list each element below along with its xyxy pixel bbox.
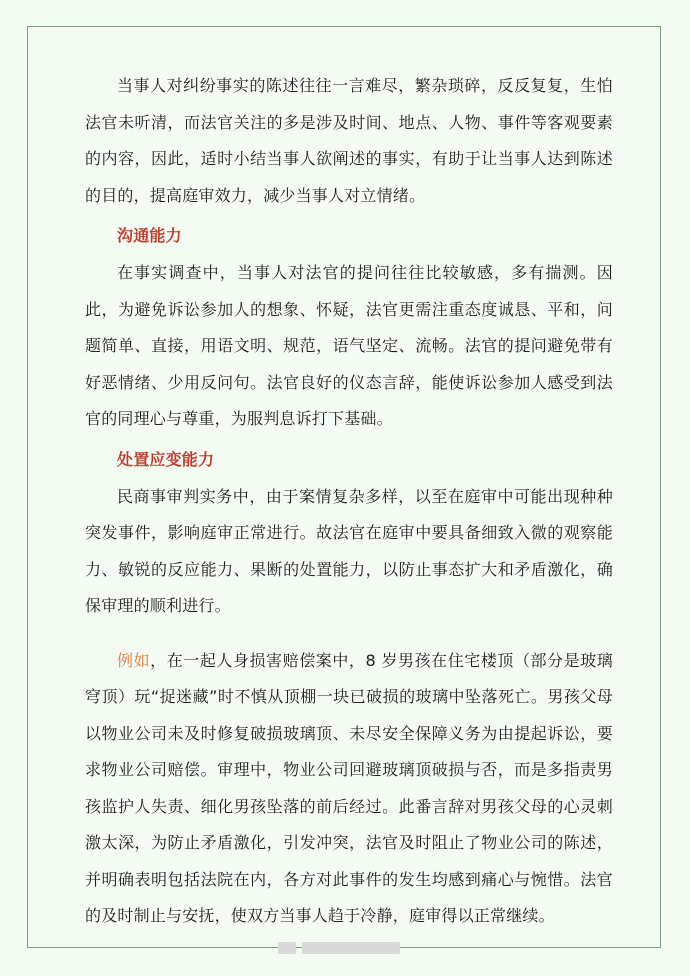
paragraph-example	[85, 643, 613, 935]
heading-adaptability: 处置应变能力	[117, 449, 215, 469]
paragraph-adaptability: 民商事审判实务中，由于案情复杂多样，以至在庭审中可能出现种种突发事件，影响庭审正常进行。故法官在庭审中要具备细致入微的观察能力、敏锐的反应能力、果断的处置能力，以防止事态扩大和矛盾激化，确保审理的顺利进行。	[85, 486, 613, 615]
paragraph-summary: 当事人对纠纷事实的陈述往往一言难尽，繁杂琐碎，反反复复，生怕法官未听清，而法官关注的多是涉及时间、地点、人物、事件等客观要素的内容，因此，适时小结当事人欲阐述的事实，有助于让当事人达到陈述的目的，提高庭审效力，减少当事人对立情绪。	[85, 76, 613, 205]
example-lead: 例如	[117, 650, 151, 670]
watermark-text-block	[302, 942, 400, 954]
paragraph-communication: 在事实调查中，当事人对法官的提问往往比较敏感，多有揣测。因此，为避免诉讼参加人的想象、怀疑，法官更需注重态度诚恳、平和，问题简单、直接，用语文明、规范，语气坚定、流畅。法官的提问避免带有好恶情绪、少用反问句。法官良好的仪态言辞，能使诉讼参加人感受到法官的同理心与尊重，为服判息诉打下基础。	[85, 263, 613, 428]
heading-communication-ability: 沟通能力	[117, 226, 182, 245]
example-body: ，在一起人身损害赔偿案中，8 岁男孩在住宅楼顶（部分是玻璃穹顶）玩“捉迷藏”时不慎从顶棚一块已破损的玻璃中坠落死亡。男孩父母以物业公司未及时修复破损玻璃顶、未尽安全保障义务为由提起诉讼，要求物业公司赔偿。审理中，物业公司回避玻璃顶破损与否，而是多指责男孩监护人失责、细化男孩坠落的前后经过。此番言辞对男孩父母的心灵刺激太深，为防止矛盾激化，引发冲突，法官及时阻止了物业公司的陈述，并明确表明包括法院在内，各方对此事件的发生均感到痛心与惋惜。法官的及时制止与安抚，使双方当事人趋于冷静，庭审得以正常继续。	[85, 650, 613, 925]
document-body	[85, 68, 613, 935]
watermark-image	[278, 940, 406, 956]
watermark-logo-icon	[278, 942, 296, 954]
